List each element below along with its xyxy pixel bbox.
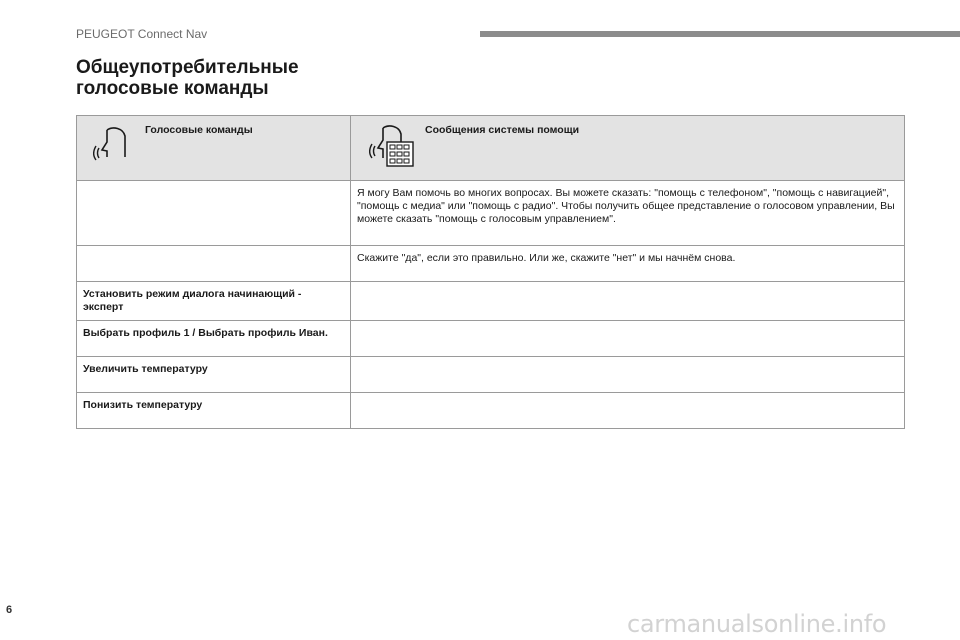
command-text: [77, 246, 350, 258]
page-number: 6: [6, 604, 13, 616]
message-cell: [351, 321, 905, 357]
header-divider-bar: [480, 31, 960, 37]
command-cell: [77, 282, 351, 321]
table-row: [77, 393, 905, 429]
voice-commands-table: [76, 115, 905, 429]
header-cell-system-messages: [351, 116, 905, 181]
header-label-system-messages: Сообщения системы помощи: [425, 124, 580, 136]
message-cell: [351, 181, 905, 246]
header-cell-voice-commands: [77, 116, 351, 181]
table-row: [77, 282, 905, 321]
table-row: [77, 357, 905, 393]
brand-header: PEUGEOT Connect Nav: [76, 27, 208, 41]
command-text: Установить режим диалога начинающий - эксперт: [83, 288, 302, 313]
command-cell: [77, 321, 351, 357]
message-text: [351, 393, 904, 405]
message-text: [351, 321, 904, 333]
message-text: [351, 357, 904, 369]
message-text: Скажите "да", если это правильно. Или же, скажите "нет" и мы начнём снова.: [357, 252, 736, 264]
speaking-head-icon: [93, 124, 133, 164]
message-cell: [351, 246, 905, 282]
message-cell: [351, 282, 905, 321]
command-cell: [77, 357, 351, 393]
page-title: Общеупотребительные голосовые команды: [76, 57, 299, 99]
message-cell: [351, 357, 905, 393]
command-text: Увеличить температуру: [83, 363, 208, 375]
message-text: Я могу Вам помочь во многих вопросах. Вы можете сказать: "помощь с телефоном", "помощь с навигацией", "помощь с медиа" или "помощь с радио". Чтобы получить общее представление о голосовом управлении, Вы можете сказать "помощь с голосовым управлением".: [357, 187, 895, 225]
command-text: Понизить температуру: [83, 399, 203, 411]
message-text: [351, 282, 904, 294]
speaking-keypad-icon: [369, 122, 417, 168]
command-cell: [77, 246, 351, 282]
command-cell: [77, 393, 351, 429]
table-header-row: [77, 116, 905, 181]
command-cell: [77, 181, 351, 246]
header-label-voice-commands: Голосовые команды: [145, 124, 253, 136]
command-text: [77, 181, 350, 193]
watermark: carmanualsonline.info: [627, 610, 887, 638]
table-row: [77, 321, 905, 357]
command-text: Выбрать профиль 1 / Выбрать профиль Иван.: [83, 327, 328, 339]
table-row: [77, 181, 905, 246]
message-cell: [351, 393, 905, 429]
table-row: [77, 246, 905, 282]
